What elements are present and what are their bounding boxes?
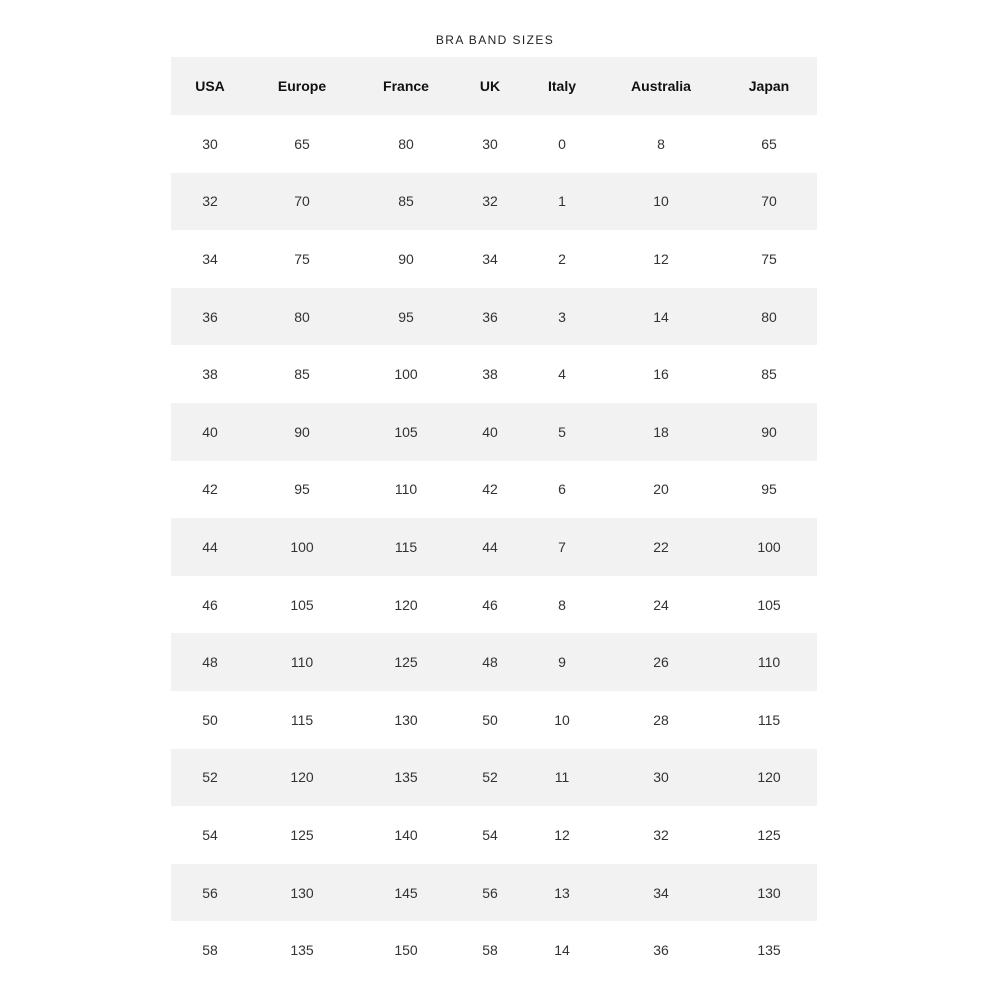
table-cell: 30 bbox=[202, 135, 218, 152]
table-cell: 13 bbox=[523, 864, 601, 922]
table-cell: 22 bbox=[601, 518, 721, 576]
table-cell: 80 bbox=[721, 288, 817, 346]
table-cell: 38 bbox=[202, 366, 218, 383]
table-body bbox=[171, 115, 817, 979]
table-cell: 0 bbox=[558, 135, 566, 152]
table-cell: 4 bbox=[558, 366, 566, 383]
table-cell: 42 bbox=[482, 481, 498, 498]
table-cell: 70 bbox=[721, 173, 817, 231]
table-cell: 90 bbox=[249, 403, 355, 461]
table-row bbox=[171, 576, 817, 634]
table-header-row bbox=[171, 57, 817, 115]
table-cell: 105 bbox=[290, 596, 314, 613]
table-cell: 32 bbox=[457, 173, 523, 231]
table-row bbox=[171, 691, 817, 749]
table-cell: 16 bbox=[653, 366, 669, 383]
table-cell: 44 bbox=[171, 518, 249, 576]
table-cell: 95 bbox=[761, 481, 777, 498]
table-cell: 32 bbox=[653, 826, 669, 843]
table-cell: 40 bbox=[171, 403, 249, 461]
table-row bbox=[171, 288, 817, 346]
table-cell: 6 bbox=[558, 481, 566, 498]
table-cell: 56 bbox=[457, 864, 523, 922]
table-cell: 115 bbox=[757, 711, 781, 728]
table-cell: 100 bbox=[394, 366, 418, 383]
table-cell: 120 bbox=[394, 596, 418, 613]
table-cell: 7 bbox=[523, 518, 601, 576]
table-cell: 11 bbox=[523, 749, 601, 807]
table-cell: 1 bbox=[523, 173, 601, 231]
table-cell: 28 bbox=[653, 711, 669, 728]
table-cell: 65 bbox=[294, 135, 310, 152]
column-header-uk: UK bbox=[457, 57, 523, 115]
column-header-europe: Europe bbox=[249, 57, 355, 115]
table-row bbox=[171, 518, 817, 576]
table-cell: 42 bbox=[202, 481, 218, 498]
table-cell: 95 bbox=[294, 481, 310, 498]
table-cell: 110 bbox=[249, 633, 355, 691]
table-cell: 30 bbox=[601, 749, 721, 807]
table-cell: 90 bbox=[721, 403, 817, 461]
table-cell: 125 bbox=[355, 633, 457, 691]
table-row bbox=[171, 806, 817, 864]
column-header-japan: Japan bbox=[721, 57, 817, 115]
table-cell: 90 bbox=[398, 250, 414, 267]
table-cell: 12 bbox=[554, 826, 570, 843]
table-row bbox=[171, 230, 817, 288]
table-cell: 50 bbox=[482, 711, 498, 728]
column-header-australia: Australia bbox=[601, 57, 721, 115]
table-cell: 12 bbox=[653, 250, 669, 267]
table-cell: 100 bbox=[249, 518, 355, 576]
table-cell: 38 bbox=[482, 366, 498, 383]
table-cell: 10 bbox=[554, 711, 570, 728]
table-cell: 14 bbox=[554, 942, 570, 959]
table-row bbox=[171, 115, 817, 173]
table-cell: 80 bbox=[398, 135, 414, 152]
table-row bbox=[171, 345, 817, 403]
table-cell: 85 bbox=[294, 366, 310, 383]
table-cell: 36 bbox=[653, 942, 669, 959]
table-cell: 115 bbox=[355, 518, 457, 576]
table-cell: 130 bbox=[721, 864, 817, 922]
table-cell: 10 bbox=[601, 173, 721, 231]
table-cell: 75 bbox=[294, 250, 310, 267]
table-row bbox=[171, 173, 817, 231]
table-cell: 95 bbox=[355, 288, 457, 346]
table-cell: 145 bbox=[355, 864, 457, 922]
table-cell: 24 bbox=[653, 596, 669, 613]
table-cell: 14 bbox=[601, 288, 721, 346]
table-cell: 5 bbox=[523, 403, 601, 461]
table-cell: 32 bbox=[171, 173, 249, 231]
table-cell: 56 bbox=[171, 864, 249, 922]
table-cell: 135 bbox=[757, 942, 781, 959]
table-cell: 36 bbox=[171, 288, 249, 346]
table-cell: 130 bbox=[249, 864, 355, 922]
table-cell: 125 bbox=[757, 826, 781, 843]
column-header-usa: USA bbox=[171, 57, 249, 115]
table-cell: 105 bbox=[355, 403, 457, 461]
table-cell: 48 bbox=[171, 633, 249, 691]
table-cell: 135 bbox=[355, 749, 457, 807]
table-cell: 100 bbox=[721, 518, 817, 576]
table-cell: 50 bbox=[202, 711, 218, 728]
bra-band-size-table bbox=[171, 57, 817, 979]
table-cell: 46 bbox=[202, 596, 218, 613]
table-cell: 8 bbox=[657, 135, 665, 152]
table-cell: 140 bbox=[394, 826, 418, 843]
table-cell: 105 bbox=[757, 596, 781, 613]
table-cell: 34 bbox=[202, 250, 218, 267]
table-cell: 34 bbox=[482, 250, 498, 267]
table-cell: 54 bbox=[482, 826, 498, 843]
table-row bbox=[171, 633, 817, 691]
table-cell: 58 bbox=[202, 942, 218, 959]
table-cell: 8 bbox=[558, 596, 566, 613]
table-cell: 65 bbox=[761, 135, 777, 152]
table-cell: 80 bbox=[249, 288, 355, 346]
table-row bbox=[171, 921, 817, 979]
page-title: BRA BAND SIZES bbox=[435, 33, 555, 47]
table-cell: 2 bbox=[558, 250, 566, 267]
table-cell: 20 bbox=[653, 481, 669, 498]
table-row bbox=[171, 403, 817, 461]
table-cell: 70 bbox=[249, 173, 355, 231]
table-cell: 18 bbox=[601, 403, 721, 461]
table-cell: 52 bbox=[171, 749, 249, 807]
table-cell: 44 bbox=[457, 518, 523, 576]
table-cell: 135 bbox=[290, 942, 314, 959]
table-cell: 130 bbox=[394, 711, 418, 728]
table-cell: 9 bbox=[523, 633, 601, 691]
table-cell: 3 bbox=[523, 288, 601, 346]
table-row bbox=[171, 864, 817, 922]
table-cell: 40 bbox=[457, 403, 523, 461]
column-header-italy: Italy bbox=[523, 57, 601, 115]
table-cell: 46 bbox=[482, 596, 498, 613]
table-row bbox=[171, 749, 817, 807]
table-cell: 26 bbox=[601, 633, 721, 691]
table-cell: 85 bbox=[761, 366, 777, 383]
table-cell: 150 bbox=[394, 942, 418, 959]
table-cell: 34 bbox=[601, 864, 721, 922]
table-cell: 58 bbox=[482, 942, 498, 959]
table-cell: 30 bbox=[482, 135, 498, 152]
column-header-france: France bbox=[355, 57, 457, 115]
table-cell: 48 bbox=[457, 633, 523, 691]
table-cell: 115 bbox=[290, 711, 314, 728]
table-cell: 110 bbox=[721, 633, 817, 691]
table-cell: 75 bbox=[761, 250, 777, 267]
table-cell: 85 bbox=[355, 173, 457, 231]
table-cell: 52 bbox=[457, 749, 523, 807]
table-cell: 54 bbox=[202, 826, 218, 843]
table-cell: 36 bbox=[457, 288, 523, 346]
table-cell: 120 bbox=[721, 749, 817, 807]
table-cell: 125 bbox=[290, 826, 314, 843]
table-cell: 110 bbox=[394, 481, 418, 498]
table-row bbox=[171, 461, 817, 519]
table-cell: 120 bbox=[249, 749, 355, 807]
